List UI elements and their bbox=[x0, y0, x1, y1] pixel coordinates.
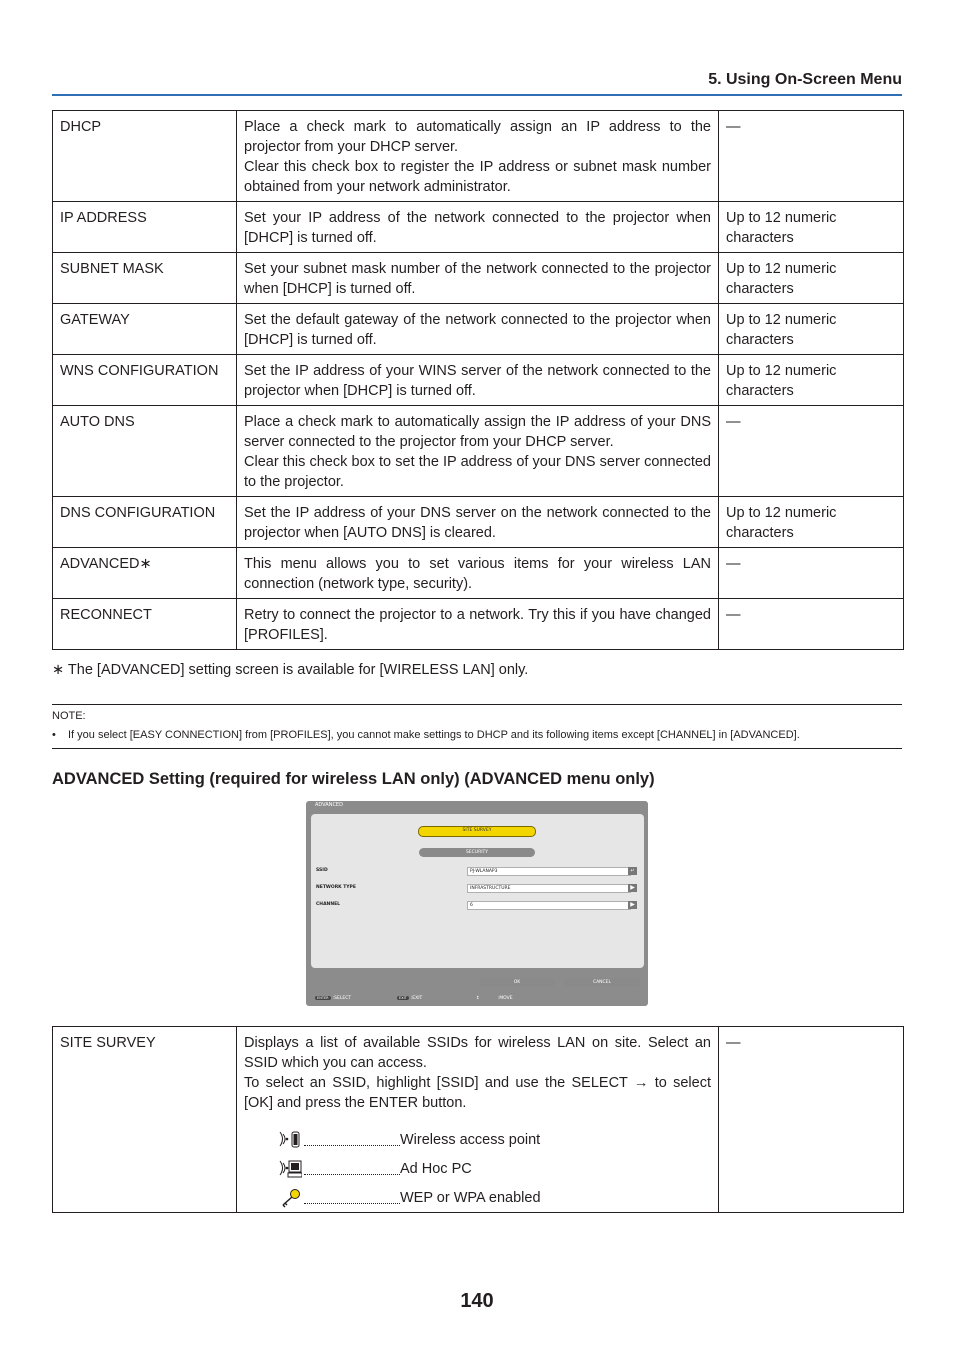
item-cell: WNS CONFIGURATION bbox=[53, 355, 237, 406]
desc-line: Set the IP address of your WINS server of the network connected to the projector when [DHCP] is turned off. bbox=[244, 363, 711, 399]
desc-line: Set the default gateway of the network connected to the projector when [DHCP] is turned off. bbox=[244, 312, 711, 348]
key-icon bbox=[270, 1188, 302, 1208]
description-cell bbox=[237, 304, 719, 355]
desc-line: Displays a list of available SSIDs for wireless LAN on site. Select an SSID which you can access. bbox=[244, 1035, 711, 1071]
table-row bbox=[53, 548, 904, 599]
desc-line: This menu allows you to set various items for your wireless LAN connection (network type, security). bbox=[244, 556, 711, 592]
legend-item bbox=[244, 1179, 711, 1208]
legend-label: Wireless access point bbox=[400, 1132, 541, 1148]
desc-line: To select an SSID, highlight [SSID] and use the SELECT → to select [OK] and press the ENTER button. bbox=[244, 1075, 711, 1111]
leader-dots bbox=[304, 1145, 400, 1146]
desc-line: Clear this check box to set the IP address of your DNS server connected to the projector. bbox=[244, 454, 711, 490]
value-cell: — bbox=[719, 406, 904, 497]
desc-line: Set your IP address of the network connected to the projector when [DHCP] is turned off. bbox=[244, 210, 711, 246]
note-bullet bbox=[52, 727, 800, 743]
network-type-label: NETWORK TYPE bbox=[316, 885, 356, 890]
desc-line: Place a check mark to automatically assign an IP address to the projector from your DHCP server. bbox=[244, 119, 711, 155]
item-cell: AUTO DNS bbox=[53, 406, 237, 497]
ssid-label: SSID bbox=[316, 868, 328, 873]
exit-hint: :EXIT bbox=[410, 996, 423, 1001]
osd-title: ADVANCED bbox=[315, 802, 343, 808]
description-cell bbox=[237, 253, 719, 304]
legend-label: WEP or WPA enabled bbox=[400, 1190, 541, 1206]
move-arrows-icon: ↕ bbox=[476, 996, 480, 1001]
running-header bbox=[52, 70, 902, 96]
security-button[interactable]: SECURITY bbox=[419, 848, 535, 857]
osd-help-move bbox=[476, 996, 513, 1001]
description-cell bbox=[237, 202, 719, 253]
item-cell: DNS CONFIGURATION bbox=[53, 497, 237, 548]
osd-panel bbox=[311, 814, 644, 968]
item-cell: IP ADDRESS bbox=[53, 202, 237, 253]
description-cell bbox=[237, 406, 719, 497]
ok-button[interactable]: OK bbox=[479, 978, 555, 987]
description-cell bbox=[237, 1027, 719, 1213]
section-title: ADVANCED Setting (required for wireless LAN only) (ADVANCED menu only) bbox=[52, 770, 655, 788]
channel-arrow-icon[interactable]: ▶ bbox=[628, 901, 637, 909]
value-cell: — bbox=[719, 1027, 904, 1213]
table-row bbox=[53, 253, 904, 304]
legend-item bbox=[244, 1121, 711, 1150]
leader-dots bbox=[304, 1174, 400, 1175]
move-hint: :MOVE bbox=[497, 996, 513, 1001]
desc-line: Retry to connect the projector to a network. Try this if you have changed [PROFILES]. bbox=[244, 607, 711, 643]
table-row bbox=[53, 1027, 904, 1213]
legend-label: Ad Hoc PC bbox=[400, 1161, 472, 1177]
network-type-arrow-icon[interactable]: ▶ bbox=[628, 884, 637, 892]
desc-line: Set your subnet mask number of the network connected to the projector when [DHCP] is turned off. bbox=[244, 261, 711, 297]
note-box bbox=[52, 704, 902, 749]
item-cell: GATEWAY bbox=[53, 304, 237, 355]
osd-help-exit bbox=[397, 996, 422, 1001]
page-number: 140 bbox=[460, 1290, 494, 1312]
description-cell bbox=[237, 497, 719, 548]
description-cell bbox=[237, 111, 719, 202]
cancel-button[interactable]: CANCEL bbox=[564, 978, 640, 987]
table-row bbox=[53, 497, 904, 548]
header-title: 5. Using On-Screen Menu bbox=[708, 71, 902, 88]
desc-line: Clear this check box to register the IP address or subnet mask number obtained from your network administrator. bbox=[244, 159, 711, 195]
table-row bbox=[53, 355, 904, 406]
table-row bbox=[53, 111, 904, 202]
legend-item bbox=[244, 1150, 711, 1179]
table-row bbox=[53, 599, 904, 650]
value-cell: Up to 12 numeric characters bbox=[719, 253, 904, 304]
network-settings-table bbox=[52, 110, 904, 650]
description-cell bbox=[237, 355, 719, 406]
footnote: ∗ The [ADVANCED] setting screen is available for [WIRELESS LAN] only. bbox=[52, 662, 529, 678]
ad-hoc-pc-icon bbox=[270, 1159, 302, 1179]
value-cell: Up to 12 numeric characters bbox=[719, 355, 904, 406]
wireless-access-point-icon bbox=[270, 1130, 302, 1150]
leader-dots bbox=[304, 1203, 400, 1204]
item-cell: RECONNECT bbox=[53, 599, 237, 650]
network-type-field[interactable]: INFRASTRUCTURE bbox=[467, 884, 631, 893]
site-survey-button[interactable]: SITE SURVEY bbox=[418, 826, 536, 837]
ssid-enter-icon[interactable]: ↵ bbox=[628, 867, 637, 875]
table-row bbox=[53, 304, 904, 355]
description-cell bbox=[237, 548, 719, 599]
note-text: If you select [EASY CONNECTION] from [PROFILES], you cannot make settings to DHCP and its following items except [CHANNEL] in [ADVANCED]. bbox=[68, 729, 800, 741]
desc-line: Place a check mark to automatically assign the IP address of your DNS server connected to the projector from your DHCP server. bbox=[244, 414, 711, 450]
site-survey-table bbox=[52, 1026, 904, 1213]
description-cell bbox=[237, 599, 719, 650]
select-hint: :SELECT bbox=[332, 996, 352, 1001]
table-row bbox=[53, 406, 904, 497]
value-cell: — bbox=[719, 111, 904, 202]
advanced-menu-screenshot bbox=[306, 801, 648, 1006]
channel-label: CHANNEL bbox=[316, 902, 341, 907]
item-cell: DHCP bbox=[53, 111, 237, 202]
value-cell: — bbox=[719, 548, 904, 599]
ssid-field[interactable]: PJ-WLANAP3 bbox=[467, 867, 631, 876]
table-row bbox=[53, 202, 904, 253]
item-cell: SITE SURVEY bbox=[53, 1027, 237, 1213]
value-cell: — bbox=[719, 599, 904, 650]
value-cell: Up to 12 numeric characters bbox=[719, 202, 904, 253]
exit-key-icon: EXIT bbox=[399, 996, 407, 1000]
item-cell: SUBNET MASK bbox=[53, 253, 237, 304]
enter-key-icon: ENTER bbox=[317, 996, 329, 1000]
channel-field[interactable]: 6 bbox=[467, 901, 631, 910]
value-cell: Up to 12 numeric characters bbox=[719, 497, 904, 548]
note-title: NOTE: bbox=[52, 710, 86, 722]
item-cell: ADVANCED∗ bbox=[53, 548, 237, 599]
osd-help-select bbox=[315, 996, 351, 1001]
value-cell: Up to 12 numeric characters bbox=[719, 304, 904, 355]
bullet-mark: • bbox=[52, 729, 56, 741]
desc-line: Set the IP address of your DNS server on the network connected to the projector when [AUTO DNS] is cleared. bbox=[244, 505, 711, 541]
